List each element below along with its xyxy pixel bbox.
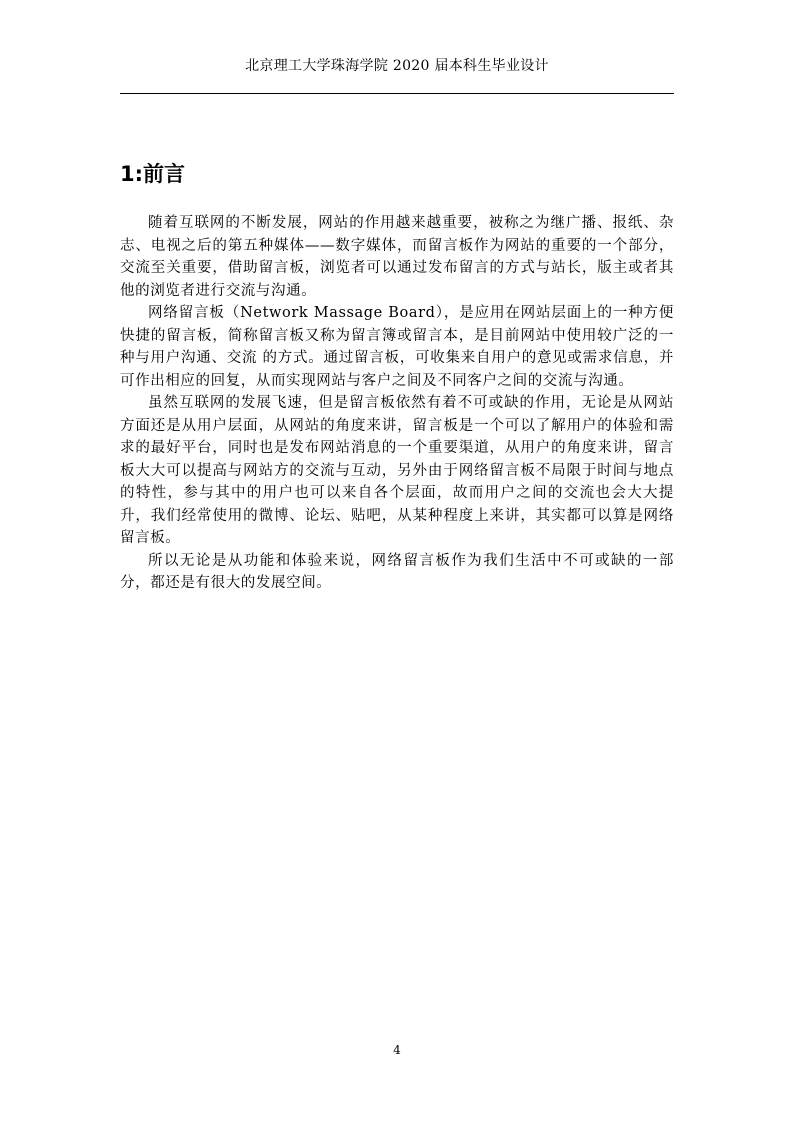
header-divider <box>120 93 674 94</box>
paragraph-3: 虽然互联网的发展飞速，但是留言板依然有着不可或缺的作用，无论是从网站方面还是从用户层面，从网站的角度来讲，留言板是一个可以了解用户的体验和需求的最好平台，同时也是发布网站消息的一个重要渠道，从用户的角度来讲，留言板大大可以提高与网站方的交流与互动，另外由于网络留言板不局限于时间与地点的特性，参与其中的用户也可以来自各个层面，故而用户之间的交流也会大大提升，我们经常使用的微博、论坛、贴吧，从某种程度上来讲，其实都可以算是网络留言板。 <box>120 395 674 546</box>
section-body <box>120 212 674 595</box>
section-title: 1:前言 <box>120 162 186 186</box>
paragraph-4: 所以无论是从功能和体验来说，网络留言板作为我们生活中不可或缺的一部分，都还是有很大的发展空间。 <box>120 552 674 591</box>
page-number: 4 <box>393 1043 401 1057</box>
paragraph-2: 网络留言板（Network Massage Board），是应用在网站层面上的一种方便快捷的留言板，简称留言板又称为留言簿或留言本，是目前网站中使用较广泛的一种与用户沟通、交流 的方式。通过留言板，可收集来自用户的意见或需求信息，并可作出相应的回复，从而实现网站与客户之间及不同客户之间的交流与沟通。 <box>120 305 674 389</box>
page-header: 北京理工大学珠海学院 2020 届本科生毕业设计 <box>245 58 549 74</box>
paragraph-1: 随着互联网的不断发展，网站的作用越来越重要，被称之为继广播、报纸、杂志、电视之后的第五种媒体——数字媒体，而留言板作为网站的重要的一个部分，交流至关重要，借助留言板，浏览者可以通过发布留言的方式与站长，版主或者其他的浏览者进行交流与沟通。 <box>120 215 674 299</box>
